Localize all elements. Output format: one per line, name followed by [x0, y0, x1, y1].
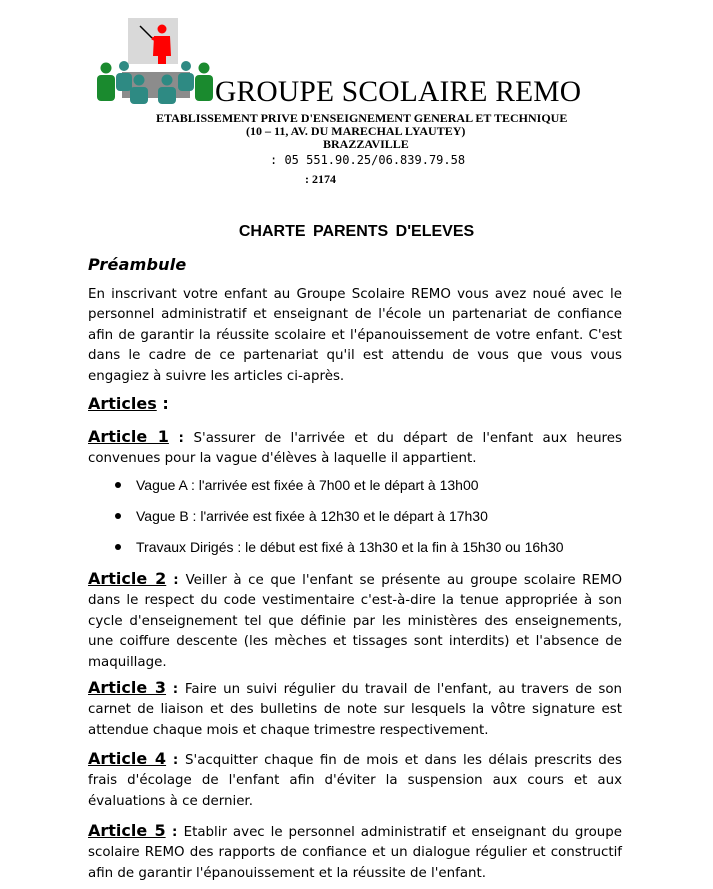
article-colon: : [165, 825, 184, 840]
school-city: BRAZZAVILLE [323, 137, 409, 151]
article-text: Faire un suivi régulier du travail de l'enfant, au travers de son carnet de liaison et des bulletins de note sur lesquels la vôtre signature est attendue chaque mois et chaque trimestre respectivement. [88, 682, 622, 738]
bullet-icon [115, 513, 121, 519]
logo-teacher-head [158, 25, 167, 34]
article-colon: : [166, 682, 185, 697]
article-3 [88, 678, 622, 741]
article-colon: : [168, 431, 194, 446]
article-label: Article 5 [88, 821, 166, 840]
list-item [108, 506, 648, 537]
logo-student [178, 73, 194, 91]
logo-student [195, 75, 213, 101]
school-phone: : 05 551.90.25/06.839.79.58 [270, 153, 466, 167]
logo-student [116, 73, 132, 91]
preamble-text: En inscrivant votre enfant au Groupe Scolaire REMO vous avez noué avec le personnel administratif et enseignant de l'école un partenariat de confiance afin de garantir la réussite scolaire et l'épanouissement de votre enfant. C'est dans le cadre de ce partenariat qu'il est attendu de vous que vous vous engagiez à suivre les articles ci-après. [88, 287, 622, 384]
articles-heading [88, 394, 169, 413]
article-text: Etablir avec le personnel administratif et enseignant du groupe scolaire REMO des rapports de confiance et un dialogue régulier et constructif afin de garantir l'épanouissement et la réussite de l'enfant. [88, 825, 622, 881]
article-text: Veiller à ce que l'enfant se présente au groupe scolaire REMO dans le respect du code vestimentaire c'est-à-dire la tenue appropriée à son cycle d'enseignement tel que définie par les ministères des enseignements, une coiffure descente (les mèches et tissages sont interdits) et l'absence de maquillage. [88, 573, 622, 670]
preamble-heading: Préambule [88, 255, 187, 274]
logo-student [158, 87, 176, 104]
article-4 [88, 749, 622, 812]
logo-student [130, 87, 148, 104]
school-logo [94, 18, 214, 104]
bullet-icon [115, 544, 121, 550]
list-item [108, 537, 648, 568]
articles-heading-label: Articles [88, 394, 157, 413]
page-title: CHARTE PARENTS D'ELEVES [238, 223, 475, 240]
schedule-list [108, 475, 648, 568]
article-label: Article 1 [88, 427, 169, 446]
logo-student [97, 75, 115, 101]
article-2 [88, 569, 622, 673]
school-description: ETABLISSEMENT PRIVE D'ENSEIGNEMENT GENERAL ET TECHNIQUE [156, 111, 568, 125]
school-name: GROUPE SCOLAIRE REMO [215, 76, 582, 108]
schedule-item-text: Vague A : l'arrivée est fixée à 7h00 et le départ à 13h00 [136, 477, 479, 493]
logo-board [128, 18, 178, 64]
article-colon: : [166, 573, 186, 588]
school-address: (10 – 11, AV. DU MARECHAL LYAUTEY) [246, 124, 466, 138]
list-item [108, 475, 648, 506]
article-colon: : [166, 753, 186, 768]
article-text: S'acquitter chaque fin de mois et dans les délais prescrits des frais d'écolage de l'enfant afin d'éviter la suspension aux cours et aux évaluations à ce dernier. [88, 753, 622, 809]
article-text: S'assurer de l'arrivée et du départ de l'enfant aux heures convenues pour la vague d'élèves à laquelle il appartient. [88, 431, 622, 467]
articles-heading-colon: : [156, 394, 169, 413]
article-label: Article 4 [88, 749, 167, 768]
article-label: Article 3 [88, 678, 167, 697]
schedule-item-text: Vague B : l'arrivée est fixée à 12h30 et le départ à 17h30 [136, 508, 488, 524]
school-po-box: : 2174 [305, 172, 336, 186]
article-label: Article 2 [88, 569, 167, 588]
article-5 [88, 821, 622, 884]
article-1 [88, 427, 622, 470]
bullet-icon [115, 482, 121, 488]
schedule-item-text: Travaux Dirigés : le début est fixé à 13h30 et la fin à 15h30 ou 16h30 [136, 539, 564, 555]
